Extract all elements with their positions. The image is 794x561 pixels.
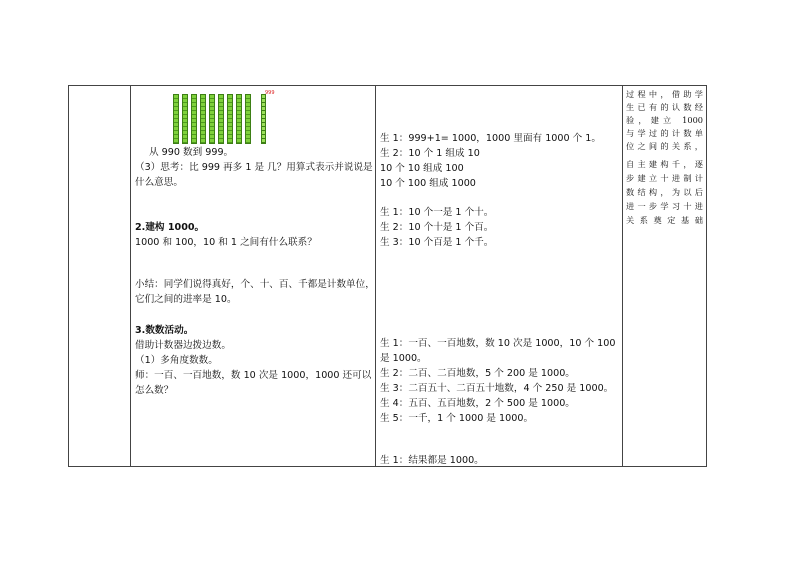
counting-blocks-figure — [173, 91, 273, 147]
hundred-rod — [236, 94, 242, 144]
summary-line-1: 小结：同学们说得真好，个、十、百、千都是计数单位， — [135, 279, 375, 290]
cell-stage — [69, 86, 130, 466]
student-answer: 生 5：一千，1 个 1000 是 1000。 — [380, 413, 534, 424]
student-answer: 生 3：10 个百是 1 个千。 — [380, 237, 494, 248]
activity-line: 借助计数器边拨边数。 — [135, 340, 231, 351]
student-answer: 生 1：结果都是 1000。 — [380, 455, 484, 466]
design-note-line: 验，建立 1000 — [626, 115, 703, 125]
think-question: （3）思考：比 999 再多 1 是 几？用算式表示并说说是 — [135, 162, 373, 173]
design-note-line: 自主建构千，逐 — [626, 159, 703, 169]
hundred-rod — [227, 94, 233, 144]
design-note-line: 生已有的认数经 — [626, 102, 703, 112]
student-answer: 生 1：10 个一是 1 个十。 — [380, 207, 494, 218]
design-note-line: 进一步学习十进 — [626, 201, 703, 211]
student-answer: 生 3：二百五十、二百五十地数，4 个 250 是 1000。 — [380, 383, 614, 394]
hundred-rod — [209, 94, 215, 144]
teacher-line-2: 怎么数？ — [135, 385, 174, 396]
design-note-line: 关系奠定基础 — [626, 215, 703, 225]
section-heading-3: 3.数数活动。 — [135, 325, 194, 336]
teacher-line-1: 师：一百、一百地数，数 10 次是 1000，1000 还可以 — [135, 370, 372, 381]
hundred-rod — [218, 94, 224, 144]
student-answer: 10 个 100 组成 1000 — [380, 178, 476, 189]
sub-item-1: （1）多角度数数。 — [135, 355, 218, 366]
summary-line-2: 它们之间的进率是 10。 — [135, 294, 237, 305]
design-note-line: 与学过的计数单 — [626, 128, 703, 138]
unit-cubes-column — [261, 94, 266, 144]
student-answer: 是 1000。 — [380, 353, 427, 364]
lesson-table — [68, 85, 707, 467]
hundred-rod — [182, 94, 188, 144]
student-answer: 生 4：五百、五百地数，2 个 500 是 1000。 — [380, 398, 575, 409]
hundred-rod — [173, 94, 179, 144]
think-question-cont: 什么意思。 — [135, 177, 183, 188]
hundred-rod — [245, 94, 251, 144]
student-answer: 10 个 10 组成 100 — [380, 163, 464, 174]
design-note-line: 过程中，借助学 — [626, 89, 703, 99]
student-answer: 生 2：10 个十是 1 个百。 — [380, 222, 494, 233]
student-answer: 生 1：一百、一百地数，数 10 次是 1000，10 个 100 — [380, 338, 616, 349]
hundred-rod — [200, 94, 206, 144]
hundred-rod — [191, 94, 197, 144]
student-answer: 生 2：10 个 1 组成 10 — [380, 148, 480, 159]
design-note-line: 数结构，为以后 — [626, 187, 703, 197]
design-note-line: 位之间的关系， — [626, 141, 703, 151]
student-answer: 生 2：二百、二百地数，5 个 200 是 1000。 — [380, 368, 575, 379]
figure-badge: 999 — [265, 90, 275, 96]
design-note-line: 步建立十进制计 — [626, 173, 703, 183]
student-answer: 生 1：999+1= 1000，1000 里面有 1000 个 1。 — [380, 133, 601, 144]
section-heading-2: 2.建构 1000。 — [135, 222, 205, 233]
cell-design-intent — [623, 86, 706, 466]
figure-caption: 从 990 数到 999。 — [149, 147, 234, 158]
question-2: 1000 和 100，10 和 1 之间有什么联系？ — [135, 237, 317, 248]
cell-student-activity — [376, 86, 622, 466]
cell-teacher-activity — [131, 86, 375, 466]
